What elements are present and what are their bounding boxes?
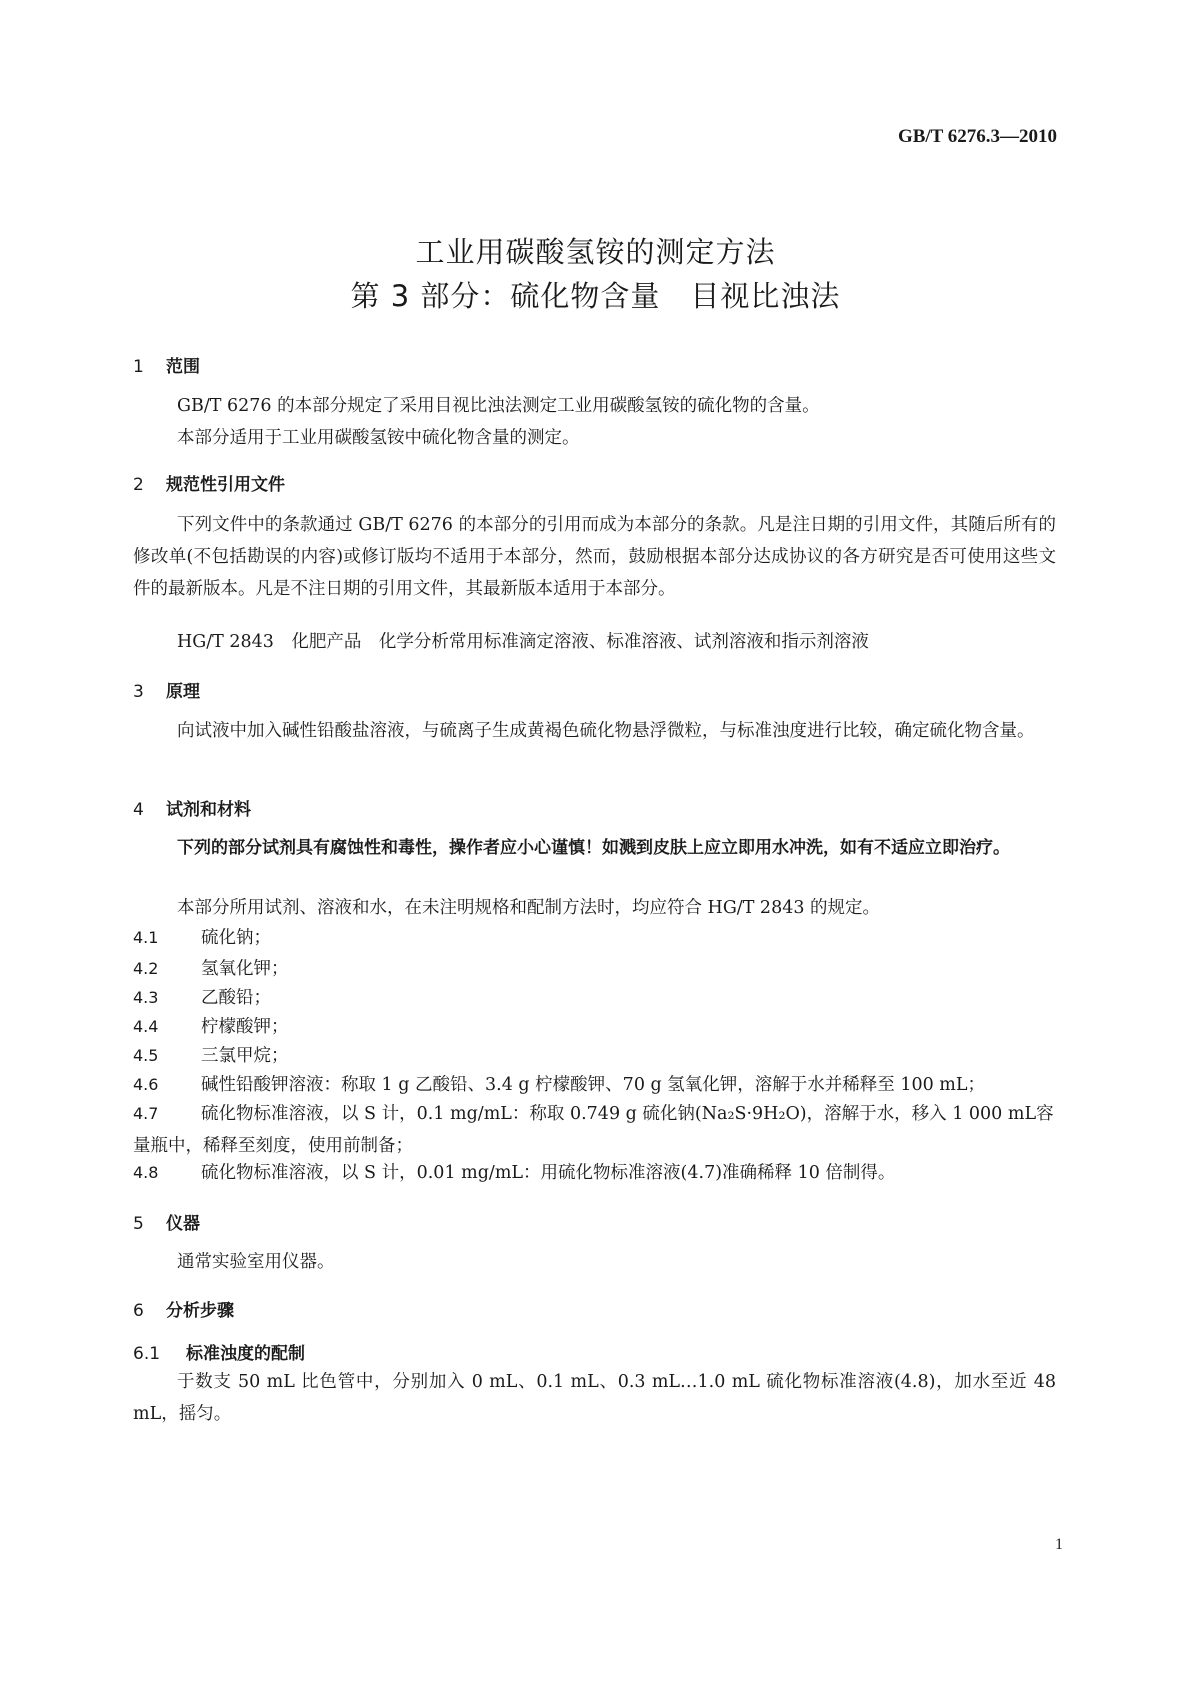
subsection-heading-6-1 <box>133 1339 305 1364</box>
item-text: 柠檬酸钾； <box>201 1017 289 1037</box>
list-item <box>133 1011 1056 1043</box>
section-heading-1 <box>133 352 200 377</box>
subsection-number: 6.1 <box>133 1344 161 1364</box>
list-item <box>133 1157 1056 1189</box>
subsection-title: 标准浊度的配制 <box>186 1344 305 1364</box>
item-number: 4.1 <box>133 928 159 947</box>
list-item <box>133 953 1056 985</box>
section-heading-5 <box>133 1209 200 1234</box>
document-subtitle: 第 3 部分：硫化物含量 目视比浊法 <box>350 279 841 313</box>
section-heading-4 <box>133 795 251 820</box>
item-number: 4.7 <box>133 1104 159 1123</box>
section-title: 原理 <box>166 682 200 702</box>
paragraph: 向试液中加入碱性铅酸盐溶液，与硫离子生成黄褐色硫化物悬浮微粒，与标准浊度进行比较，确定硫化物含量。 <box>177 721 1035 741</box>
section-number: 5 <box>133 1214 144 1234</box>
paragraph: 本部分适用于工业用碳酸氢铵中硫化物含量的测定。 <box>177 428 580 448</box>
section-title: 试剂和材料 <box>166 800 251 820</box>
item-number: 4.2 <box>133 959 159 978</box>
page-number: 1 <box>1055 1536 1063 1553</box>
item-number: 4.6 <box>133 1075 159 1094</box>
paragraph: 通常实验室用仪器。 <box>177 1252 335 1272</box>
list-item <box>133 1069 1056 1101</box>
item-number: 4.5 <box>133 1046 159 1065</box>
paragraph: 本部分所用试剂、溶液和水，在未注明规格和配制方法时，均应符合 HG/T 2843 的规定。 <box>177 898 881 918</box>
item-number: 4.4 <box>133 1017 159 1036</box>
document-title: 工业用碳酸氢铵的测定方法 <box>415 235 776 269</box>
section-heading-2 <box>133 470 285 495</box>
item-text: 硫化物标准溶液，以 S 计，0.1 mg/mL：称取 0.749 g 硫化钠(Na₂S·9H₂O)，溶解于水，移入 1 000 mL容量瓶中，稀释至刻度，使用前制备； <box>133 1104 1054 1156</box>
item-text: 乙酸铅； <box>201 988 271 1008</box>
item-text: 碱性铅酸钾溶液：称取 1 g 乙酸铅、3.4 g 柠檬酸钾、70 g 氢氧化钾，溶解于水并稀释至 100 mL； <box>201 1075 986 1095</box>
list-item <box>133 1098 1056 1162</box>
item-number: 4.3 <box>133 988 159 1007</box>
section-title: 规范性引用文件 <box>166 475 285 495</box>
item-text: 氢氧化钾； <box>201 959 289 979</box>
section-number: 4 <box>133 800 144 820</box>
standard-number: GB/T 6276.3—2010 <box>897 126 1057 147</box>
normative-reference: HG/T 2843 化肥产品 化学分析常用标准滴定溶液、标准溶液、试剂溶液和指示剂溶液 <box>177 632 869 652</box>
section-title: 分析步骤 <box>166 1301 234 1321</box>
list-item <box>133 922 1056 954</box>
section-number: 6 <box>133 1301 144 1321</box>
item-text: 三氯甲烷； <box>201 1046 289 1066</box>
item-text: 硫化物标准溶液，以 S 计，0.01 mg/mL：用硫化物标准溶液(4.7)准确稀释 10 倍制得。 <box>201 1163 896 1183</box>
section-number: 1 <box>133 357 144 377</box>
list-item <box>133 1040 1056 1072</box>
section-title: 仪器 <box>166 1214 200 1234</box>
safety-warning: 下列的部分试剂具有腐蚀性和毒性，操作者应小心谨慎！如溅到皮肤上应立即用水冲洗，如有不适应立即治疗。 <box>177 838 1010 858</box>
section-heading-6 <box>133 1296 234 1321</box>
paragraph: GB/T 6276 的本部分规定了采用目视比浊法测定工业用碳酸氢铵的硫化物的含量。 <box>177 396 820 416</box>
item-number: 4.8 <box>133 1163 159 1182</box>
paragraph: 于数支 50 mL 比色管中，分别加入 0 mL、0.1 mL、0.3 mL…1.0 mL 硫化物标准溶液(4.8)，加水至近 48 mL，摇匀。 <box>133 1372 1056 1424</box>
section-heading-3 <box>133 677 200 702</box>
section-number: 3 <box>133 682 144 702</box>
list-item <box>133 982 1056 1014</box>
paragraph: 下列文件中的条款通过 GB/T 6276 的本部分的引用而成为本部分的条款。凡是注日期的引用文件，其随后所有的修改单(不包括勘误的内容)或修订版均不适用于本部分，然而，鼓励根据本部分达成协议的各方研究是否可使用这些文件的最新版本。凡是不注日期的引用文件，其最新版本适用于本部分。 <box>133 515 1056 599</box>
item-text: 硫化钠； <box>201 928 271 948</box>
section-number: 2 <box>133 475 144 495</box>
section-title: 范围 <box>166 357 200 377</box>
